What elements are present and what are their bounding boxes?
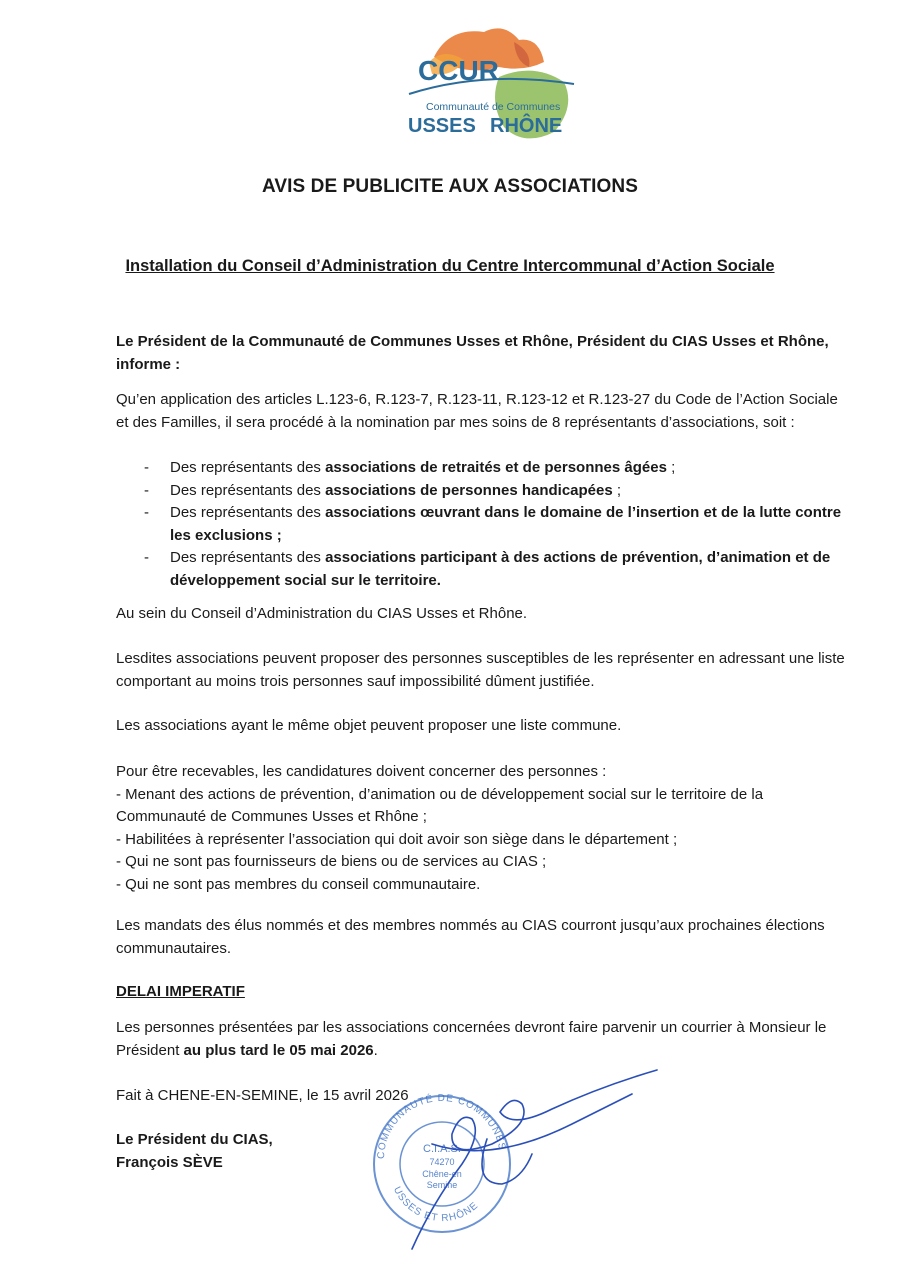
list-item-bold: associations œuvrant dans le domaine de l’insertion et de la lutte contre les exclusions ; xyxy=(170,504,842,544)
list-item-suffix: ; xyxy=(612,481,622,499)
list-item-prefix: Des représentants des xyxy=(170,459,326,476)
list-item-suffix: ; xyxy=(666,459,676,476)
stamp-line3: Chêne-en xyxy=(422,1169,462,1179)
stamp-ring-top: COMMUNAUTÉ DE COMMUNES xyxy=(375,1092,508,1160)
list-item xyxy=(116,547,852,592)
proposal-paragraph: Lesdites associations peuvent proposer des personnes susceptibles de les représenter en adressant une liste comportant au moins trois personnes sauf impossibilité dûment justifiée. xyxy=(116,650,845,690)
place-date: Fait à CHENE-EN-SEMINE, le 15 avril 2026 xyxy=(116,1087,409,1104)
logo-ccur-text: CCUR xyxy=(418,55,499,86)
list-item-prefix: Des représentants des xyxy=(170,481,326,499)
stamp-and-signature xyxy=(372,1064,662,1254)
articles-paragraph: Qu’en application des articles L.123-6, R.123-7, R.123-11, R.123-12 et R.123-27 du Code de l’Action Sociale et des Familles, il sera procédé à la nomination par mes soins de 8 représentants d’associations, soit : xyxy=(116,391,838,431)
list-dash: - xyxy=(144,504,149,521)
list-dash: - xyxy=(144,481,149,499)
deadline-suffix: . xyxy=(373,1041,378,1059)
conditions-block xyxy=(116,761,852,896)
ccur-logo xyxy=(404,22,580,152)
signatory-name: François SÈVE xyxy=(116,1153,223,1171)
deadline-text: Les personnes présentées par les associations concernées devront faire parvenir un courrier à Monsieur le Président xyxy=(116,1019,827,1059)
deadline-paragraph xyxy=(116,1017,852,1062)
logo-communaute-text: Communauté de Communes xyxy=(426,101,561,113)
association-categories-list xyxy=(116,457,852,592)
deadline-date: au plus tard le 05 mai 2026 xyxy=(183,1041,374,1059)
signatory-role: Le Président du CIAS, xyxy=(116,1131,273,1148)
list-item xyxy=(116,457,852,480)
list-item xyxy=(116,480,852,503)
condition-item: - Qui ne sont pas membres du conseil communautaire. xyxy=(116,875,481,893)
list-item-bold: associations de personnes handicapées xyxy=(325,481,613,499)
list-item xyxy=(116,502,852,547)
list-item-bold: associations participant à des actions de prévention, d’animation et de développement social sur le territoire. xyxy=(170,549,831,589)
stamp-line4: Semine xyxy=(426,1180,458,1190)
svg-text:USSES ET RHÔNE xyxy=(391,1185,481,1224)
list-item-bold: associations de retraités et de personnes âgées xyxy=(325,459,667,476)
common-list-paragraph: Les associations ayant le même objet peuvent proposer une liste commune. xyxy=(116,717,622,734)
stamp-line2: 74270 xyxy=(429,1157,455,1167)
condition-item: - Habilitées à représenter l’association qui doit avoir son siège dans le département ; xyxy=(116,830,678,848)
cias-stamp xyxy=(374,1092,510,1232)
conditions-intro: Pour être recevables, les candidatures doivent concerner des personnes : xyxy=(116,763,607,780)
list-dash: - xyxy=(144,549,149,566)
condition-item: - Menant des actions de prévention, d’animation ou de développement social sur le territoire de la Communauté de Communes Usses et Rhône ; xyxy=(116,785,764,825)
intro-paragraph: Le Président de la Communauté de Communes Usses et Rhône, Président du CIAS Usses et Rhône, informe : xyxy=(116,333,829,373)
stamp-line1: C.I.A.S. xyxy=(423,1143,461,1155)
condition-item: - Qui ne sont pas fournisseurs de biens ou de services au CIAS ; xyxy=(116,853,547,870)
stamp-ring-bottom: USSES ET RHÔNE xyxy=(390,1184,481,1225)
list-dash: - xyxy=(144,459,149,476)
delai-heading: DELAI IMPERATIF xyxy=(116,983,245,1000)
list-item-prefix: Des représentants des xyxy=(170,549,326,566)
logo-usses-text: USSES xyxy=(408,115,476,137)
page-subtitle: Installation du Conseil d’Administration du Centre Intercommunal d’Action Sociale xyxy=(125,257,775,275)
page-title: AVIS DE PUBLICITE AUX ASSOCIATIONS xyxy=(261,176,639,197)
conseil-paragraph: Au sein du Conseil d’Administration du CIAS Usses et Rhône. xyxy=(116,605,528,622)
list-item-prefix: Des représentants des xyxy=(170,504,326,521)
logo-rhone-text: RHÔNE xyxy=(490,115,563,137)
mandates-paragraph: Les mandats des élus nommés et des membres nommés au CIAS courront jusqu’aux prochaines élections communautaires. xyxy=(116,917,825,957)
